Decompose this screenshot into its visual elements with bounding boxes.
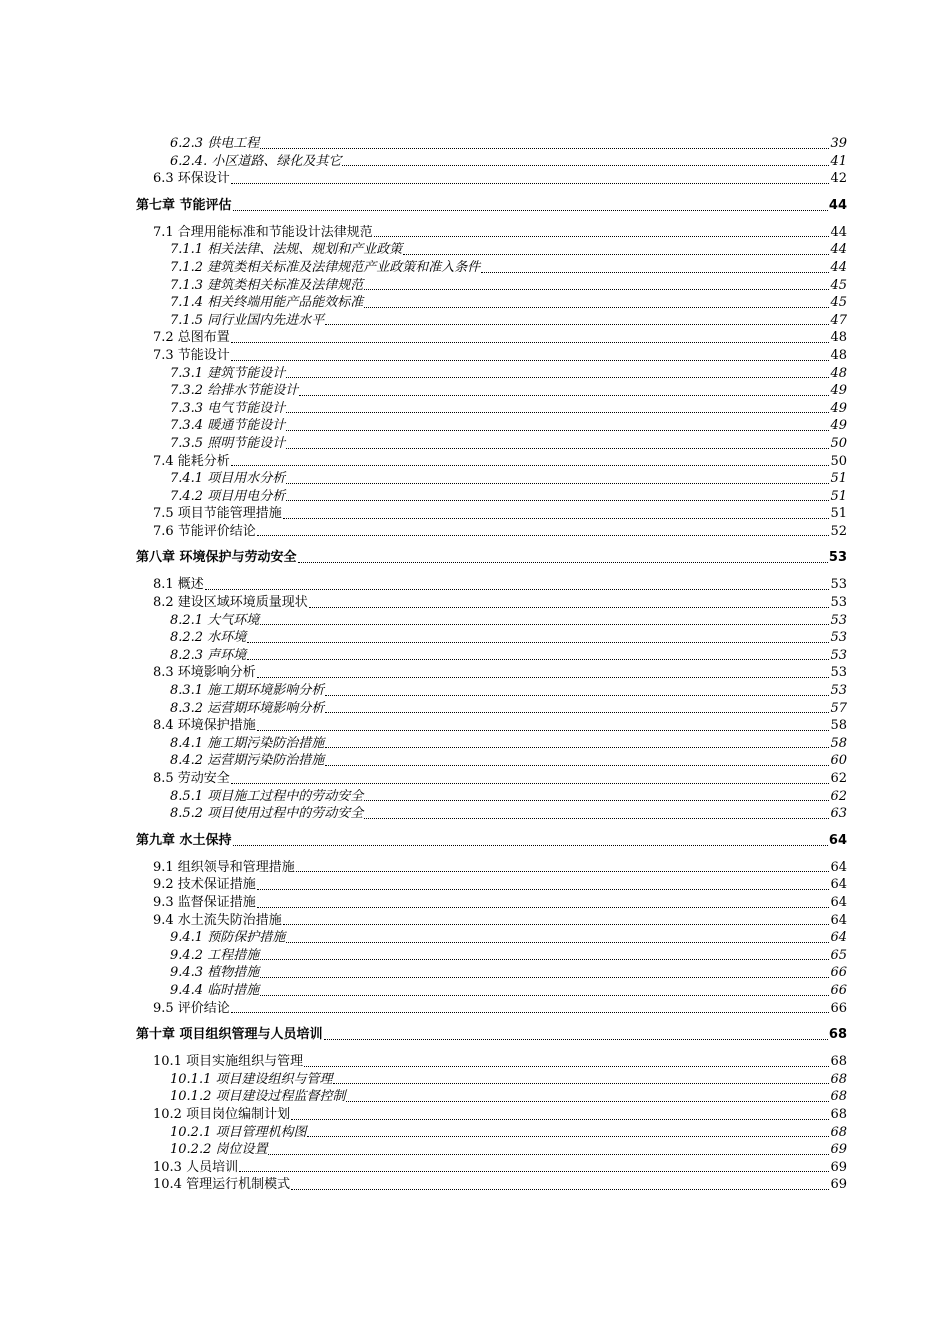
toc-page-number: 68 (830, 1054, 847, 1070)
toc-leader-dots (247, 642, 829, 643)
toc-entry-title: 7.3.3 电气节能设计 (170, 400, 286, 416)
toc-page-number: 52 (830, 523, 847, 539)
toc-leader-dots (325, 712, 829, 713)
toc-entry-title: 10.1 项目实施组织与管理 (153, 1054, 304, 1070)
toc-entry[interactable] (136, 700, 847, 718)
toc-leader-dots (325, 765, 829, 766)
toc-entry[interactable] (136, 488, 847, 506)
toc-page-number: 68 (830, 1071, 847, 1087)
toc-page-number: 60 (830, 753, 847, 769)
toc-entry-title: 6.3 环保设计 (153, 171, 230, 187)
toc-chapter-entry[interactable] (136, 197, 847, 215)
toc-entry-title: 7.1.3 建筑类相关标准及法律规范 (170, 277, 364, 293)
toc-entry-title: 9.1 组织领导和管理措施 (153, 859, 295, 875)
toc-leader-dots (260, 148, 829, 149)
toc-entry[interactable] (136, 770, 847, 788)
toc-leader-dots (403, 254, 829, 255)
toc-page-number: 45 (830, 295, 847, 311)
toc-page-number: 50 (830, 435, 847, 451)
toc-page-number: 68 (830, 1089, 847, 1105)
toc-entry-title: 10.3 人员培训 (153, 1159, 239, 1175)
toc-entry[interactable] (136, 629, 847, 647)
toc-entry[interactable] (136, 1088, 847, 1106)
toc-entry-title: 8.5.2 项目使用过程中的劳动安全 (170, 806, 364, 822)
toc-page-number: 64 (830, 877, 847, 893)
toc-leader-dots (260, 995, 829, 996)
toc-entry[interactable] (136, 612, 847, 630)
toc-entry[interactable] (136, 224, 847, 242)
toc-entry[interactable] (136, 505, 847, 523)
toc-leader-dots (309, 607, 830, 608)
toc-entry-title: 8.4 环境保护措施 (153, 718, 256, 734)
toc-entry[interactable] (136, 277, 847, 295)
toc-page-number: 44 (828, 197, 847, 213)
toc-leader-dots (257, 889, 830, 890)
toc-page-number: 48 (830, 330, 847, 346)
toc-entry-title: 7.3.2 给排水节能设计 (170, 383, 299, 399)
toc-page-number: 53 (830, 683, 847, 699)
toc-page-number: 51 (830, 506, 847, 522)
toc-leader-dots (325, 695, 829, 696)
toc-entry[interactable] (136, 1159, 847, 1177)
toc-page-number: 62 (830, 788, 847, 804)
toc-entry-title: 10.2.2 岗位设置 (170, 1142, 268, 1158)
toc-entry-title: 10.2 项目岗位编制计划 (153, 1106, 291, 1122)
toc-page-number: 53 (830, 665, 847, 681)
toc-chapter-entry[interactable] (136, 1026, 847, 1044)
toc-entry-title: 第八章 环境保护与劳动安全 (136, 550, 297, 566)
toc-leader-dots (257, 677, 830, 678)
toc-leader-dots (286, 448, 829, 449)
toc-entry-title: 7.3.1 建筑节能设计 (170, 365, 286, 381)
toc-page-number: 48 (830, 347, 847, 363)
toc-entry-title: 8.1 概述 (153, 577, 204, 593)
toc-page-number: 45 (830, 277, 847, 293)
toc-entry[interactable] (136, 312, 847, 330)
toc-page-number: 64 (830, 930, 847, 946)
table-of-contents (136, 135, 847, 1194)
toc-entry-title: 7.1.4 相关终端用能产品能效标准 (170, 295, 364, 311)
toc-leader-dots (257, 907, 830, 908)
toc-page-number: 39 (830, 136, 847, 151)
toc-leader-dots (233, 210, 828, 211)
toc-page-number: 44 (830, 259, 847, 275)
toc-leader-dots (260, 959, 829, 960)
toc-entry-title: 9.4.3 植物措施 (170, 965, 260, 981)
toc-entry-title: 9.4.1 预防保护措施 (170, 930, 286, 946)
toc-page-number: 69 (830, 1142, 847, 1158)
toc-entry-title: 8.2.1 大气环境 (170, 612, 260, 628)
toc-entry[interactable] (136, 664, 847, 682)
toc-leader-dots (231, 342, 830, 343)
toc-page-number: 53 (830, 647, 847, 663)
toc-entry-title: 7.1.2 建筑类相关标准及法律规范产业政策和准入条件 (170, 259, 481, 275)
toc-entry-title: 9.4.4 临时措施 (170, 982, 260, 998)
toc-entry-title: 8.4.1 施工期污染防治措施 (170, 735, 325, 751)
toc-entry[interactable] (136, 1124, 847, 1142)
toc-page-number: 44 (830, 224, 847, 240)
toc-page-number: 49 (830, 383, 847, 399)
toc-entry[interactable] (136, 752, 847, 770)
toc-leader-dots (296, 871, 830, 872)
toc-entry-title: 7.4.2 项目用电分析 (170, 488, 286, 504)
toc-entry-title: 7.4 能耗分析 (153, 453, 230, 469)
toc-page-number: 66 (830, 982, 847, 998)
toc-leader-dots (260, 977, 829, 978)
toc-entry-title: 7.1.1 相关法律、法规、规划和产业政策 (170, 242, 403, 258)
toc-leader-dots (283, 924, 830, 925)
toc-page-number: 68 (830, 1106, 847, 1122)
toc-entry[interactable] (136, 1176, 847, 1194)
toc-page-number: 49 (830, 418, 847, 434)
toc-leader-dots (364, 818, 829, 819)
toc-leader-dots (333, 1083, 829, 1084)
toc-entry[interactable] (136, 859, 847, 877)
toc-entry-title: 8.2 建设区域环境质量现状 (153, 595, 308, 611)
toc-entry[interactable] (136, 912, 847, 930)
toc-entry[interactable] (136, 1071, 847, 1089)
toc-leader-dots (286, 942, 829, 943)
toc-entry[interactable] (136, 365, 847, 383)
toc-entry-title: 9.2 技术保证措施 (153, 877, 256, 893)
toc-entry[interactable] (136, 1053, 847, 1071)
toc-page-number: 44 (830, 242, 847, 258)
toc-leader-dots (231, 360, 830, 361)
toc-entry[interactable] (136, 1106, 847, 1124)
toc-page-number: 47 (830, 312, 847, 328)
toc-leader-dots (231, 1012, 830, 1013)
toc-leader-dots (286, 412, 829, 413)
toc-entry-title: 8.3 环境影响分析 (153, 665, 256, 681)
toc-leader-dots (364, 289, 829, 290)
toc-leader-dots (374, 236, 830, 237)
toc-entry[interactable] (136, 982, 847, 1000)
toc-leader-dots (346, 1101, 829, 1102)
toc-leader-dots (268, 1154, 829, 1155)
toc-entry-title: 第十章 项目组织管理与人员培训 (136, 1027, 323, 1043)
toc-entry[interactable] (136, 382, 847, 400)
toc-chapter-entry[interactable] (136, 549, 847, 567)
toc-entry-title: 7.2 总图布置 (153, 330, 230, 346)
toc-entry-title: 7.3.4 暖通节能设计 (170, 418, 286, 434)
toc-page-number: 53 (830, 612, 847, 628)
toc-page-number: 53 (830, 595, 847, 611)
toc-entry[interactable] (136, 241, 847, 259)
toc-page-number: 64 (828, 832, 847, 848)
toc-leader-dots (205, 589, 830, 590)
toc-entry[interactable] (136, 788, 847, 806)
toc-leader-dots (231, 783, 830, 784)
toc-entry[interactable] (136, 894, 847, 912)
toc-page-number: 66 (830, 965, 847, 981)
toc-entry[interactable] (136, 153, 847, 171)
toc-page-number: 64 (830, 894, 847, 910)
toc-entry[interactable] (136, 594, 847, 612)
toc-leader-dots (239, 1171, 829, 1172)
toc-entry-title: 6.2.3 供电工程 (170, 136, 260, 151)
toc-leader-dots (307, 1136, 829, 1137)
toc-page-number: 49 (830, 400, 847, 416)
toc-page-number: 48 (830, 365, 847, 381)
toc-leader-dots (233, 845, 828, 846)
toc-entry[interactable] (136, 647, 847, 665)
toc-entry-title: 8.3.1 施工期环境影响分析 (170, 683, 325, 699)
toc-entry-title: 10.1.2 项目建设过程监督控制 (170, 1089, 346, 1105)
toc-page-number: 58 (830, 718, 847, 734)
toc-leader-dots (342, 165, 829, 166)
toc-leader-dots (324, 1039, 828, 1040)
toc-entry[interactable] (136, 135, 847, 153)
toc-entry-title: 第九章 水土保持 (136, 832, 232, 848)
toc-entry-title: 9.3 监督保证措施 (153, 894, 256, 910)
toc-page-number: 62 (830, 771, 847, 786)
toc-entry-title: 8.5.1 项目施工过程中的劳动安全 (170, 788, 364, 804)
toc-page-number: 64 (830, 912, 847, 928)
toc-entry-title: 第七章 节能评估 (136, 197, 232, 213)
toc-leader-dots (257, 730, 830, 731)
toc-entry[interactable] (136, 929, 847, 947)
toc-page-number: 53 (828, 550, 847, 566)
toc-entry[interactable] (136, 523, 847, 541)
toc-page-number: 66 (830, 1000, 847, 1016)
toc-page-number: 58 (830, 735, 847, 751)
toc-entry[interactable] (136, 805, 847, 823)
toc-page-number: 57 (830, 700, 847, 716)
toc-leader-dots (298, 562, 828, 563)
toc-entry[interactable] (136, 717, 847, 735)
toc-entry[interactable] (136, 876, 847, 894)
toc-leader-dots (299, 395, 829, 396)
toc-page-number: 53 (830, 577, 847, 593)
toc-entry-title: 8.2.2 水环境 (170, 630, 247, 646)
toc-page-number: 65 (830, 947, 847, 963)
toc-leader-dots (231, 183, 830, 184)
toc-leader-dots (260, 624, 829, 625)
toc-entry-title: 7.3 节能设计 (153, 347, 230, 363)
toc-entry-title: 10.1.1 项目建设组织与管理 (170, 1071, 333, 1087)
toc-page-number: 64 (830, 859, 847, 875)
toc-entry-title: 9.4.2 工程措施 (170, 947, 260, 963)
toc-entry[interactable] (136, 947, 847, 965)
toc-entry[interactable] (136, 682, 847, 700)
toc-page-number: 53 (830, 630, 847, 646)
toc-entry[interactable] (136, 329, 847, 347)
toc-leader-dots (286, 483, 829, 484)
toc-entry-title: 7.1.5 同行业国内先进水平 (170, 312, 325, 328)
toc-entry-title: 8.4.2 运营期污染防治措施 (170, 753, 325, 769)
toc-entry-title: 9.4 水土流失防治措施 (153, 912, 282, 928)
toc-leader-dots (247, 659, 829, 660)
toc-page-number: 41 (830, 153, 847, 169)
toc-entry[interactable] (136, 1000, 847, 1018)
toc-leader-dots (257, 535, 830, 536)
toc-leader-dots (364, 307, 829, 308)
toc-page-number: 50 (830, 453, 847, 469)
toc-entry[interactable] (136, 435, 847, 453)
toc-page-number: 68 (830, 1124, 847, 1140)
toc-page-number: 69 (830, 1159, 847, 1175)
toc-page-number: 69 (830, 1177, 847, 1193)
toc-leader-dots (231, 465, 830, 466)
toc-leader-dots (364, 800, 829, 801)
toc-leader-dots (291, 1119, 829, 1120)
toc-leader-dots (325, 324, 829, 325)
toc-chapter-entry[interactable] (136, 832, 847, 850)
toc-leader-dots (286, 377, 829, 378)
toc-page-number: 68 (828, 1027, 847, 1043)
toc-leader-dots (283, 518, 830, 519)
toc-entry-title: 6.2.4. 小区道路、绿化及其它 (170, 153, 342, 169)
toc-page-number: 63 (830, 806, 847, 822)
toc-entry-title: 8.3.2 运营期环境影响分析 (170, 700, 325, 716)
toc-leader-dots (325, 747, 829, 748)
toc-entry[interactable] (136, 294, 847, 312)
toc-leader-dots (291, 1189, 829, 1190)
toc-entry[interactable] (136, 576, 847, 594)
toc-entry[interactable] (136, 1141, 847, 1159)
toc-entry-title: 9.5 评价结论 (153, 1000, 230, 1016)
toc-entry[interactable] (136, 735, 847, 753)
toc-entry[interactable] (136, 259, 847, 277)
toc-entry[interactable] (136, 170, 847, 188)
toc-entry-title: 8.5 劳动安全 (153, 771, 230, 786)
toc-leader-dots (304, 1066, 829, 1067)
toc-entry-title: 7.6 节能评价结论 (153, 523, 256, 539)
toc-entry-title: 7.4.1 项目用水分析 (170, 471, 286, 487)
toc-entry-title: 10.4 管理运行机制模式 (153, 1177, 291, 1193)
toc-entry[interactable] (136, 417, 847, 435)
toc-entry-title: 10.2.1 项目管理机构图 (170, 1124, 307, 1140)
toc-entry-title: 7.3.5 照明节能设计 (170, 435, 286, 451)
toc-entry[interactable] (136, 400, 847, 418)
toc-entry-title: 7.1 合理用能标准和节能设计法律规范 (153, 224, 373, 240)
toc-page-number: 42 (830, 171, 847, 187)
toc-entry[interactable] (136, 470, 847, 488)
toc-entry-title: 8.2.3 声环境 (170, 647, 247, 663)
toc-entry[interactable] (136, 347, 847, 365)
toc-leader-dots (286, 430, 829, 431)
toc-entry[interactable] (136, 453, 847, 471)
toc-entry-title: 7.5 项目节能管理措施 (153, 506, 282, 522)
toc-leader-dots (286, 500, 829, 501)
toc-entry[interactable] (136, 964, 847, 982)
toc-page-number: 51 (830, 488, 847, 504)
toc-page-number: 51 (830, 471, 847, 487)
toc-leader-dots (481, 272, 829, 273)
